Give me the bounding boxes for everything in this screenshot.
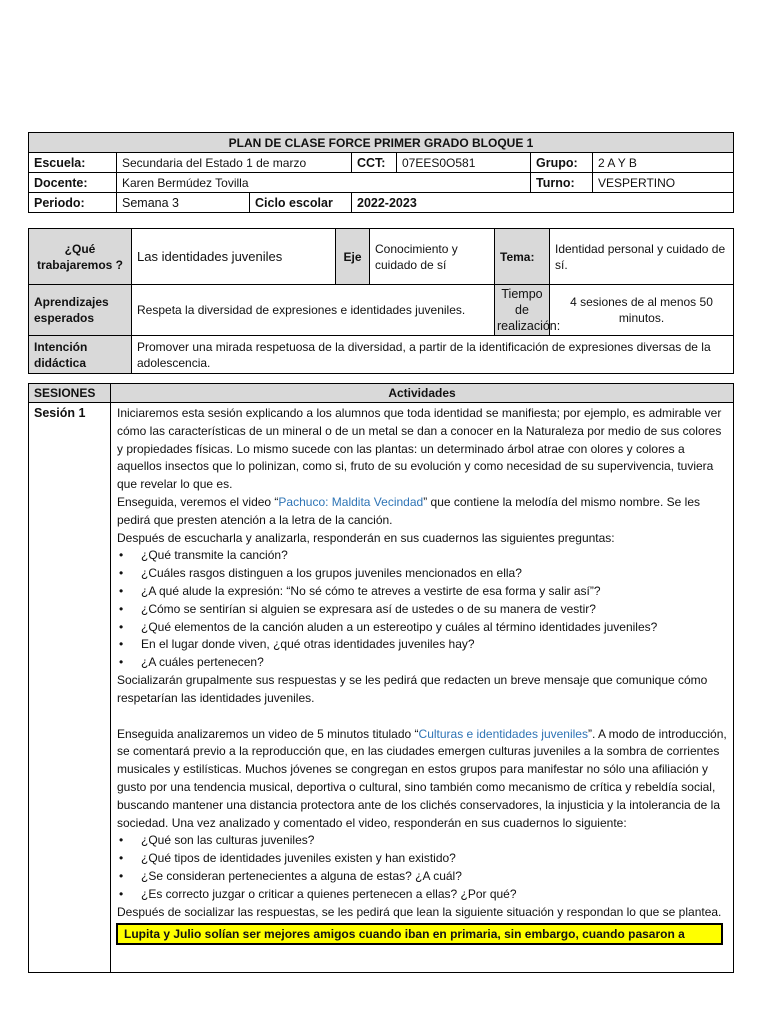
video2-link[interactable]: Culturas e identidades juveniles	[418, 726, 588, 741]
list-item: • ¿A qué alude la expresión: “No sé cómo te atreves a vestirte de esa forma y salir así”?	[117, 583, 727, 601]
video2-pre: Enseguida analizaremos un video de 5 minutos titulado “	[117, 726, 419, 741]
list-item: • ¿Cómo se sentirían si alguien se expresara así de ustedes o de su manera de vestir?	[117, 601, 727, 619]
video1-link[interactable]: Pachuco: Maldita Vecindad	[278, 494, 424, 509]
ciclo-value: 2022-2023	[352, 193, 734, 213]
docente-value: Karen Bermúdez Tovilla	[117, 173, 531, 193]
grupo-label: Grupo:	[531, 153, 593, 173]
video2-post: ”. A modo de introducción, se comentará previo a la reproducción que, en las ciudades emergen culturas juveniles a la sombra de corrientes musicales y estilísticas. Muchos jóvenes se congregan en estos grupos para manifestar no sólo una afiliación y gusto por una tendencia musical, deportiva o cultural, sino también como mecanismo de crítica y rebeldía social, buscando mantener una distancia protectora ante de los clichés conservadores, la injusticia y la intolerancia de la sociedad. Una vez analizado y comentado el video, responderán en sus cuadernos lo siguiente:	[117, 726, 727, 830]
session-activities	[111, 403, 734, 973]
aprendizajes-label: Aprendizajes esperados	[29, 285, 132, 336]
tiempo-value: 4 sesiones de al menos 50 minutos.	[550, 285, 734, 336]
docente-label: Docente:	[29, 173, 117, 193]
list-item: • ¿Qué elementos de la canción aluden a un estereotipo y cuáles al término identidades juveniles?	[117, 619, 727, 637]
sessions-table	[28, 383, 734, 973]
escuela-value: Secundaria del Estado 1 de marzo	[117, 153, 352, 173]
situation-intro: Después de socializar las respuestas, se les pedirá que lean la siguiente situación y respondan lo que se plantea.	[117, 904, 722, 919]
que-value: Las identidades juveniles	[132, 229, 336, 285]
questions-intro: Después de escucharla y analizarla, responderán en sus cuadernos las siguientes preguntas:	[117, 530, 615, 545]
cct-label: CCT:	[352, 153, 397, 173]
aprendizajes-value: Respeta la diversidad de expresiones e identidades juveniles.	[132, 285, 495, 336]
intro-paragraph: Iniciaremos esta sesión explicando a los alumnos que toda identidad se manifiesta; por ejemplo, es admirable ver cómo las características de un mineral o de un metal se dan a conocer en la Naturaleza por medio de sus colores y propiedades físicas. Lo mismo sucede con las plantas: un determinado árbol atrae con olores y colores a aquellos insectos que lo polinizan, como si, fruto de su evolución y como necesidad de su supervivencia, tuviera que revelar lo que es.	[117, 406, 722, 492]
header-table	[28, 132, 734, 213]
intencion-value: Promover una mirada respetuosa de la diversidad, a partir de la identificación de expresiones diversas de la adolescencia.	[132, 336, 734, 374]
list-item: • ¿Qué son las culturas juveniles?	[117, 832, 727, 850]
tema-value: Identidad personal y cuidado de sí.	[550, 229, 734, 285]
col-actividades: Actividades	[111, 384, 734, 403]
turno-value: VESPERTINO	[593, 173, 734, 193]
video1-pre: Enseguida, veremos el video “	[117, 494, 279, 509]
questions-list-1	[117, 547, 727, 672]
list-item: • En el lugar donde viven, ¿qué otras identidades juveniles hay?	[117, 636, 727, 654]
highlighted-situation: Lupita y Julio solían ser mejores amigos cuando iban en primaria, sin embargo, cuando pasaron a	[116, 923, 723, 945]
list-item: • ¿Cuáles rasgos distinguen a los grupos juveniles mencionados en ella?	[117, 565, 727, 583]
video1-paragraph	[117, 494, 727, 530]
socialize-paragraph: Socializarán grupalmente sus respuestas y se les pedirá que redacten un breve mensaje que comunique cómo respetarían las identidades juveniles.	[117, 672, 708, 705]
que-label: ¿Qué trabajaremos ?	[29, 229, 132, 285]
col-sesiones: SESIONES	[29, 384, 111, 403]
intencion-label: Intención didáctica	[29, 336, 132, 374]
questions-list-2	[117, 832, 727, 903]
tema-label: Tema:	[495, 229, 550, 285]
ciclo-label: Ciclo escolar	[250, 193, 352, 213]
list-item: • ¿Qué tipos de identidades juveniles existen y han existido?	[117, 850, 727, 868]
session-label: Sesión 1	[29, 403, 111, 973]
turno-label: Turno:	[531, 173, 593, 193]
periodo-value: Semana 3	[117, 193, 250, 213]
cct-value: 07EES0O581	[397, 153, 531, 173]
video2-paragraph	[117, 726, 727, 833]
list-item: • ¿A cuáles pertenecen?	[117, 654, 727, 672]
grupo-value: 2 A Y B	[593, 153, 734, 173]
list-item: • ¿Se consideran pertenecientes a alguna de estas? ¿A cuál?	[117, 868, 727, 886]
spacer	[117, 708, 727, 726]
plan-title: PLAN DE CLASE FORCE PRIMER GRADO BLOQUE 1	[29, 133, 734, 153]
plan-table	[28, 228, 734, 374]
list-item: • ¿Qué transmite la canción?	[117, 547, 727, 565]
periodo-label: Periodo:	[29, 193, 117, 213]
eje-label: Eje	[336, 229, 370, 285]
eje-value: Conocimiento y cuidado de sí	[370, 229, 495, 285]
video1-post: ” que contiene la melodía del mismo nombre. Se les pedirá que presten atención a la letra de la canción.	[117, 494, 700, 527]
tiempo-label: Tiempo de realización:	[495, 285, 550, 336]
escuela-label: Escuela:	[29, 153, 117, 173]
list-item: • ¿Es correcto juzgar o criticar a quienes pertenecen a ellas? ¿Por qué?	[117, 886, 727, 904]
